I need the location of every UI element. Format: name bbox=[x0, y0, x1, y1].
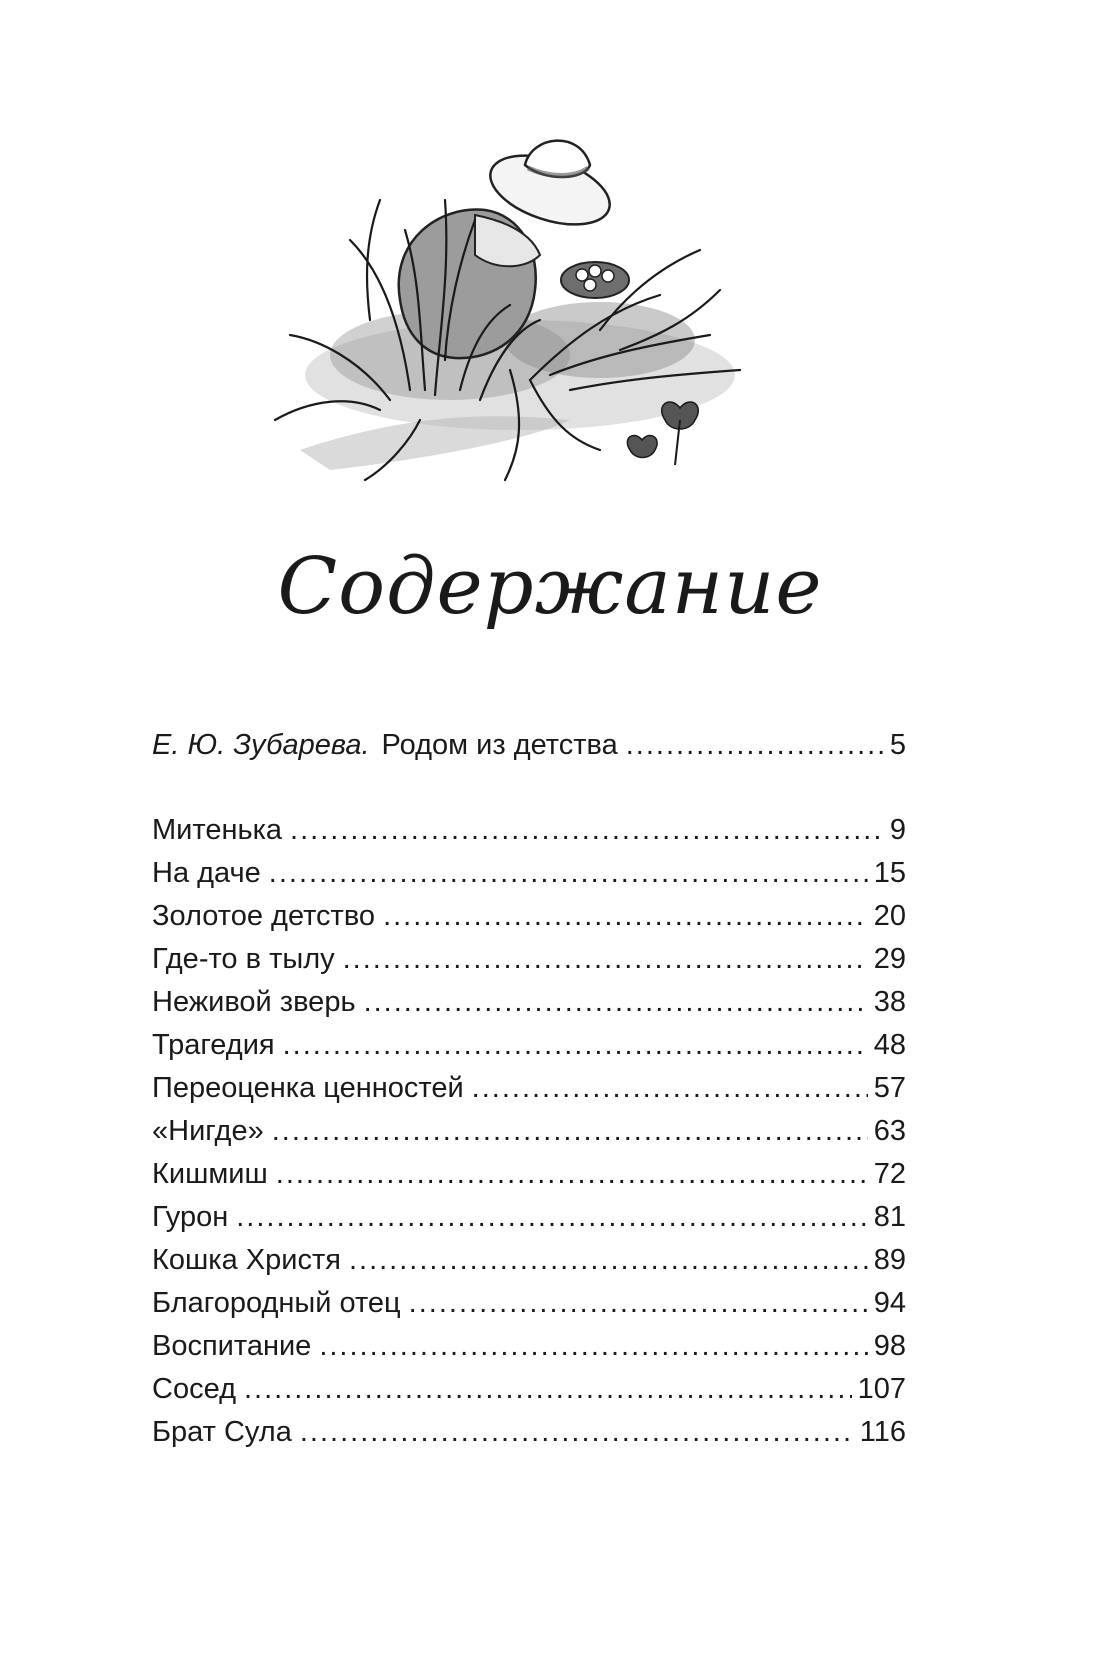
dot-leader bbox=[276, 1153, 868, 1196]
toc-entry[interactable] bbox=[152, 895, 906, 938]
toc-entry[interactable] bbox=[152, 1067, 906, 1110]
toc-entry-title: Гурон bbox=[152, 1201, 229, 1233]
dot-leader bbox=[283, 1024, 868, 1067]
toc-entry-page: 29 bbox=[873, 943, 906, 975]
toc-entry-page: 15 bbox=[873, 857, 906, 889]
toc-entry[interactable] bbox=[152, 1325, 906, 1368]
dot-leader bbox=[272, 1110, 868, 1153]
dot-leader bbox=[290, 809, 884, 852]
toc-entry-title: Трагедия bbox=[152, 1029, 275, 1061]
toc-entry[interactable] bbox=[152, 1153, 906, 1196]
toc-entry-page: 38 bbox=[873, 986, 906, 1018]
toc-entry[interactable] bbox=[152, 1368, 906, 1411]
toc-entry-page: 9 bbox=[889, 814, 906, 846]
toc-entry-title: Брат Сула bbox=[152, 1416, 292, 1448]
dot-leader bbox=[269, 852, 868, 895]
toc-entry-title: Благородный отец bbox=[152, 1287, 401, 1319]
toc-entry[interactable] bbox=[152, 1110, 906, 1153]
toc-entry[interactable] bbox=[152, 1196, 906, 1239]
toc-entry-title: Сосед bbox=[152, 1373, 236, 1405]
dot-leader bbox=[300, 1411, 854, 1454]
toc-entry-title: Кишмиш bbox=[152, 1158, 268, 1190]
toc-entry-page: 89 bbox=[873, 1244, 906, 1276]
toc-entry-page: 63 bbox=[873, 1115, 906, 1147]
child-in-grass-illustration bbox=[270, 120, 770, 500]
toc-entry-title: Воспитание bbox=[152, 1330, 312, 1362]
toc-entry[interactable] bbox=[152, 1411, 906, 1454]
toc-entry-page: 72 bbox=[873, 1158, 906, 1190]
toc-entry-title: «Нигде» bbox=[152, 1115, 264, 1147]
toc-entry[interactable] bbox=[152, 981, 906, 1024]
dot-leader bbox=[343, 938, 868, 981]
dot-leader bbox=[236, 1196, 868, 1239]
toc-entry[interactable] bbox=[152, 1239, 906, 1282]
toc-entry[interactable] bbox=[152, 852, 906, 895]
toc-entry-title: Золотое детство bbox=[152, 900, 376, 932]
toc-entry-title: Неживой зверь bbox=[152, 986, 356, 1018]
table-of-contents bbox=[152, 724, 906, 1454]
dot-leader bbox=[364, 981, 868, 1024]
dot-leader bbox=[319, 1325, 867, 1368]
toc-entry-page: 107 bbox=[857, 1373, 906, 1405]
toc-entry-page: 94 bbox=[873, 1287, 906, 1319]
toc-entry-title: Переоценка ценностей bbox=[152, 1072, 464, 1104]
toc-entry[interactable] bbox=[152, 1024, 906, 1067]
dot-leader bbox=[244, 1368, 852, 1411]
toc-entry-title: На даче bbox=[152, 857, 261, 889]
dot-leader bbox=[383, 895, 868, 938]
toc-entry[interactable] bbox=[152, 938, 906, 981]
toc-entry-title: Кошка Христя bbox=[152, 1244, 341, 1276]
page-title: Содержание bbox=[277, 542, 823, 632]
toc-entry-page: 57 bbox=[873, 1072, 906, 1104]
dot-leader bbox=[349, 1239, 868, 1282]
toc-entry-title: Родом из детства bbox=[381, 729, 618, 761]
toc-entry[interactable] bbox=[152, 1282, 906, 1325]
toc-entry-title: Митенька bbox=[152, 814, 283, 846]
toc-entry-title: Где-то в тылу bbox=[152, 943, 335, 975]
toc-entry[interactable] bbox=[152, 809, 906, 852]
toc-entry-author: Е. Ю. Зубарева. bbox=[152, 729, 370, 761]
toc-entry-page: 5 bbox=[889, 729, 906, 761]
dot-leader bbox=[626, 724, 884, 767]
toc-entry-intro[interactable] bbox=[152, 724, 906, 767]
toc-entry-page: 98 bbox=[873, 1330, 906, 1362]
dot-leader bbox=[472, 1067, 868, 1110]
dot-leader bbox=[409, 1282, 868, 1325]
toc-entry-page: 116 bbox=[859, 1416, 906, 1448]
toc-entry-page: 81 bbox=[873, 1201, 906, 1233]
toc-entry-page: 48 bbox=[873, 1029, 906, 1061]
toc-entry-page: 20 bbox=[873, 900, 906, 932]
